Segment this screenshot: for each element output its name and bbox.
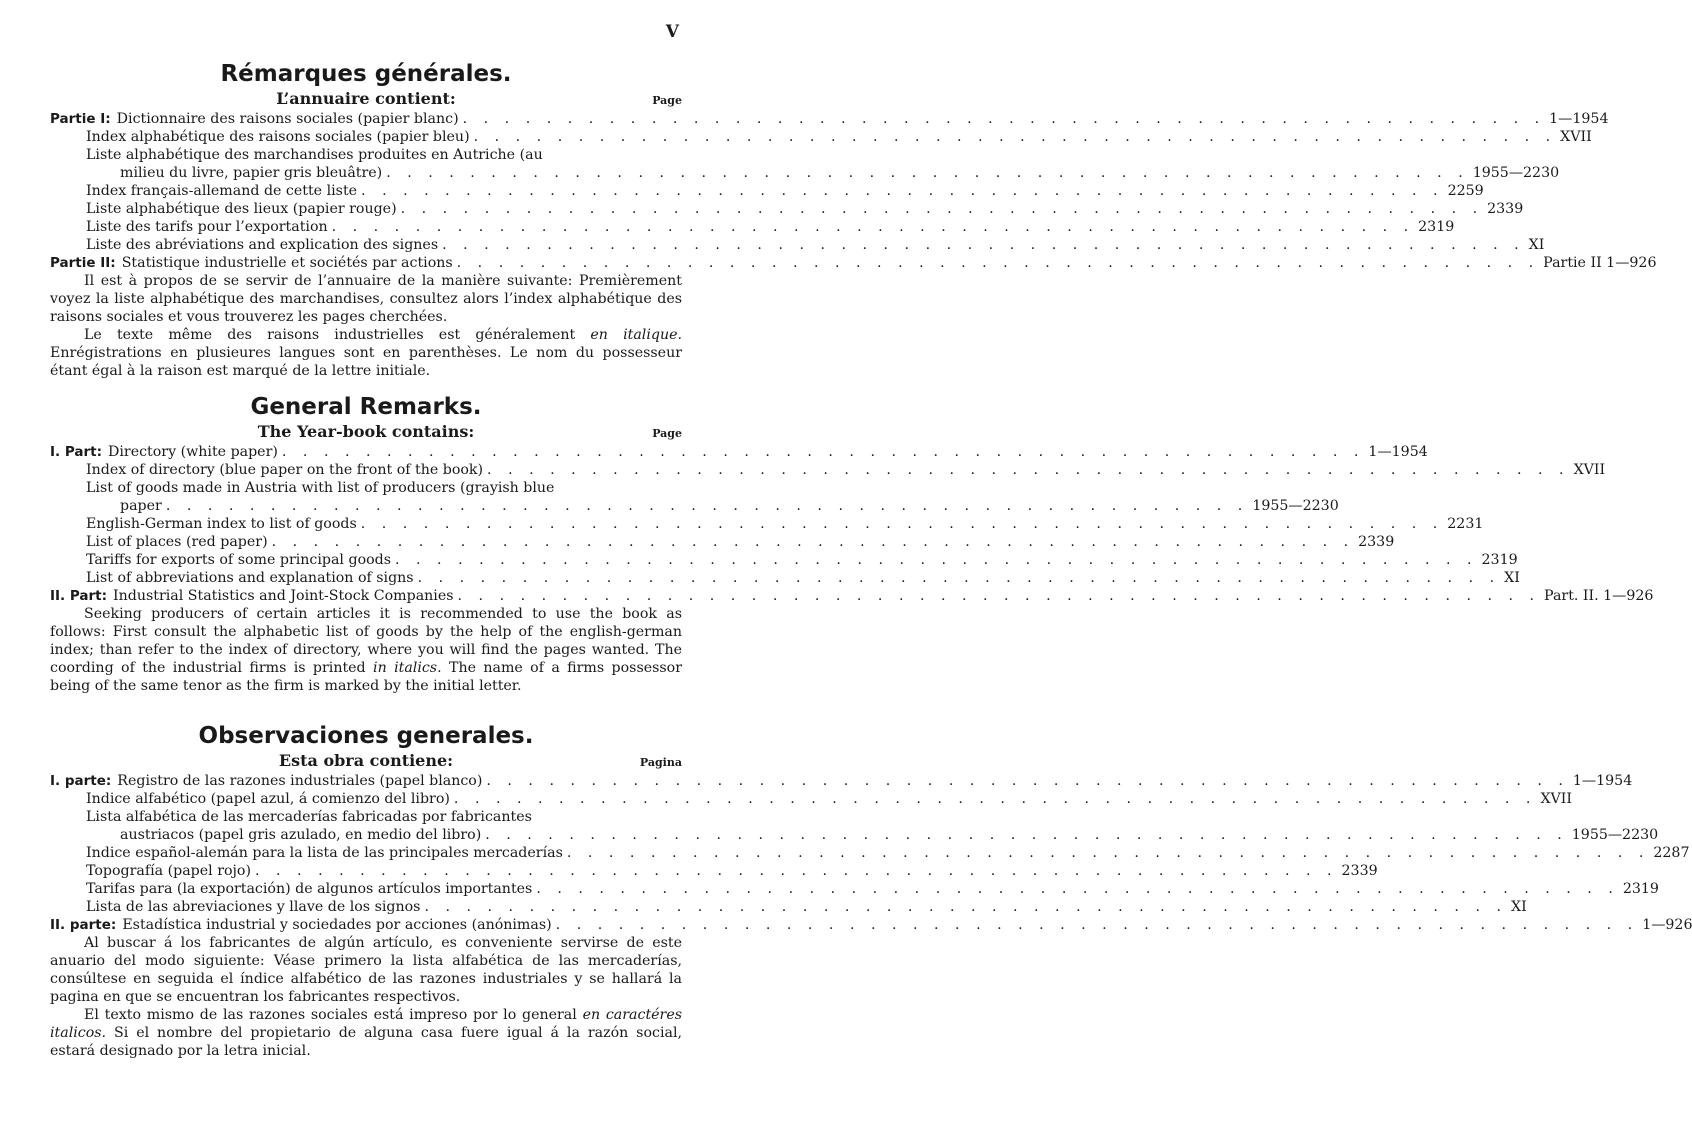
toc-entry: I. Part: Directory (white paper) . . . 1—1954 <box>50 443 682 461</box>
spanish-paragraph-1: Al buscar á los fabricantes de algún artículo, es conveniente servirse de este anuario del modo siguiente: Véase primero la lista alfabética de las mercaderías, consúltese en seguida el índice alfabético de las razones industriales y se hallará la pagina en que se encuentran los fabricantes respectivos. <box>50 935 682 1005</box>
toc-entry: Liste alphabétique des marchandises produites en Autriche (au <box>86 147 543 163</box>
french-subtitle: L’annuaire contient: <box>276 89 456 108</box>
section-english <box>50 393 1654 695</box>
english-subtitle-row <box>50 421 682 443</box>
toc-entry: Lista de las abreviaciones y llave de los signos . . . XI <box>50 898 682 916</box>
toc-entry: Index of directory (blue paper on the front of the book) . . . XVII <box>50 461 682 479</box>
french-paragraph-2: Le texte même des raisons industrielles est généralement en italique. Enrégistrations en plusieures langues sont en parenthèses. Le nom du possesseur étant égal à la raison est marqué de la lettre initiale. <box>50 327 682 379</box>
toc-entry: Lista alfabética de las mercaderías fabricadas por fabricantes <box>86 809 532 825</box>
toc-entry: austriacos (papel gris azulado, en medio del libro) . . . 1955—2230 <box>50 826 682 844</box>
english-title: General Remarks. <box>250 394 482 420</box>
toc-entry: Tariffs for exports of some principal goods . . . 2319 <box>50 551 682 569</box>
french-paragraph-1: Il est à propos de se servir de l’annuaire de la manière suivante: Premièrement voyez la liste alphabétique des marchandises, consultez alors l’index alphabétique des raisons sociales et vous trouverez les pages cherchées. <box>50 273 682 325</box>
spanish-subtitle: Esta obra contiene: <box>278 751 454 770</box>
toc-entry: List of abbreviations and explanation of signs . . . XI <box>50 569 682 587</box>
toc-entry: English-German index to list of goods . . . 2231 <box>50 515 682 533</box>
toc-entry: Index français-allemand de cette liste . . . 2259 <box>50 182 682 200</box>
spanish-subtitle-row <box>50 750 682 772</box>
english-page-header: Page <box>652 427 682 440</box>
toc-entry: Partie II: Statistique industrielle et sociétés par actions . . . Partie II 1—926 <box>50 254 682 272</box>
toc-entry: Liste alphabétique des lieux (papier rouge) . . . 2339 <box>50 200 682 218</box>
toc-entry: II. Part: Industrial Statistics and Joint-Stock Companies . . . Part. II. 1—926 <box>50 587 682 605</box>
spanish-page-header: Pagina <box>639 756 682 769</box>
french-subtitle-row <box>50 88 682 110</box>
toc-entry: Topografía (papel rojo) . . . 2339 <box>50 862 682 880</box>
spanish-paragraph-2: El texto mismo de las razones sociales está impreso por lo general en caractéres italicos. Si el nombre del propietario de alguna casa fuere igual á la razón social, estará designado por la letra inicial. <box>50 1007 682 1059</box>
french-title: Rémarques générales. <box>220 61 512 87</box>
toc-entry: Liste des abréviations and explication des signes . . . XI <box>50 236 682 254</box>
toc-entry: Indice alfabético (papel azul, á comienzo del libro) . . . XVII <box>50 790 682 808</box>
spanish-title: Observaciones generales. <box>198 723 534 749</box>
toc-entry: Tarifas para (la exportación) de algunos artículos importantes . . . 2319 <box>50 880 682 898</box>
toc-entry: II. parte: Estadística industrial y sociedades por acciones (anónimas) . . . 1—926 <box>50 916 682 934</box>
english-paragraph-1: Seeking producers of certain articles it is recommended to use the book as follows: First consult the alphabetic list of goods by the help of the english-german index; than refer to the index of directory, where you will find the pages wanted. The coording of the industrial firms is printed in italics. The name of a firms possessor being of the same tenor as the firm is marked by the initial letter. <box>50 606 683 694</box>
toc-entry: milieu du livre, papier gris bleuâtre) . . . 1955—2230 <box>50 164 682 182</box>
toc-entry: paper . . . 1955—2230 <box>50 497 682 515</box>
toc-entry: Index alphabétique des raisons sociales (papier bleu) . . . XVII <box>50 128 682 146</box>
toc-entry: List of places (red paper) . . . 2339 <box>50 533 682 551</box>
toc-entry: Liste des tarifs pour l’exportation . . . 2319 <box>50 218 682 236</box>
toc-entry: Partie I: Dictionnaire des raisons sociales (papier blanc) . . . 1—1954 <box>50 110 682 128</box>
page-number: V <box>665 22 679 42</box>
toc-entry: I. parte: Registro de las razones industriales (papel blanco) . . . 1—1954 <box>50 772 682 790</box>
toc-entry: Indice español-alemán para la lista de las principales mercaderías . . . 2287 <box>50 844 682 862</box>
toc-entry: List of goods made in Austria with list of producers (grayish blue <box>86 480 555 496</box>
section-french <box>50 60 1657 380</box>
section-spanish <box>50 722 1692 1060</box>
english-subtitle: The Year-book contains: <box>257 422 475 441</box>
french-page-header: Page <box>652 94 682 107</box>
